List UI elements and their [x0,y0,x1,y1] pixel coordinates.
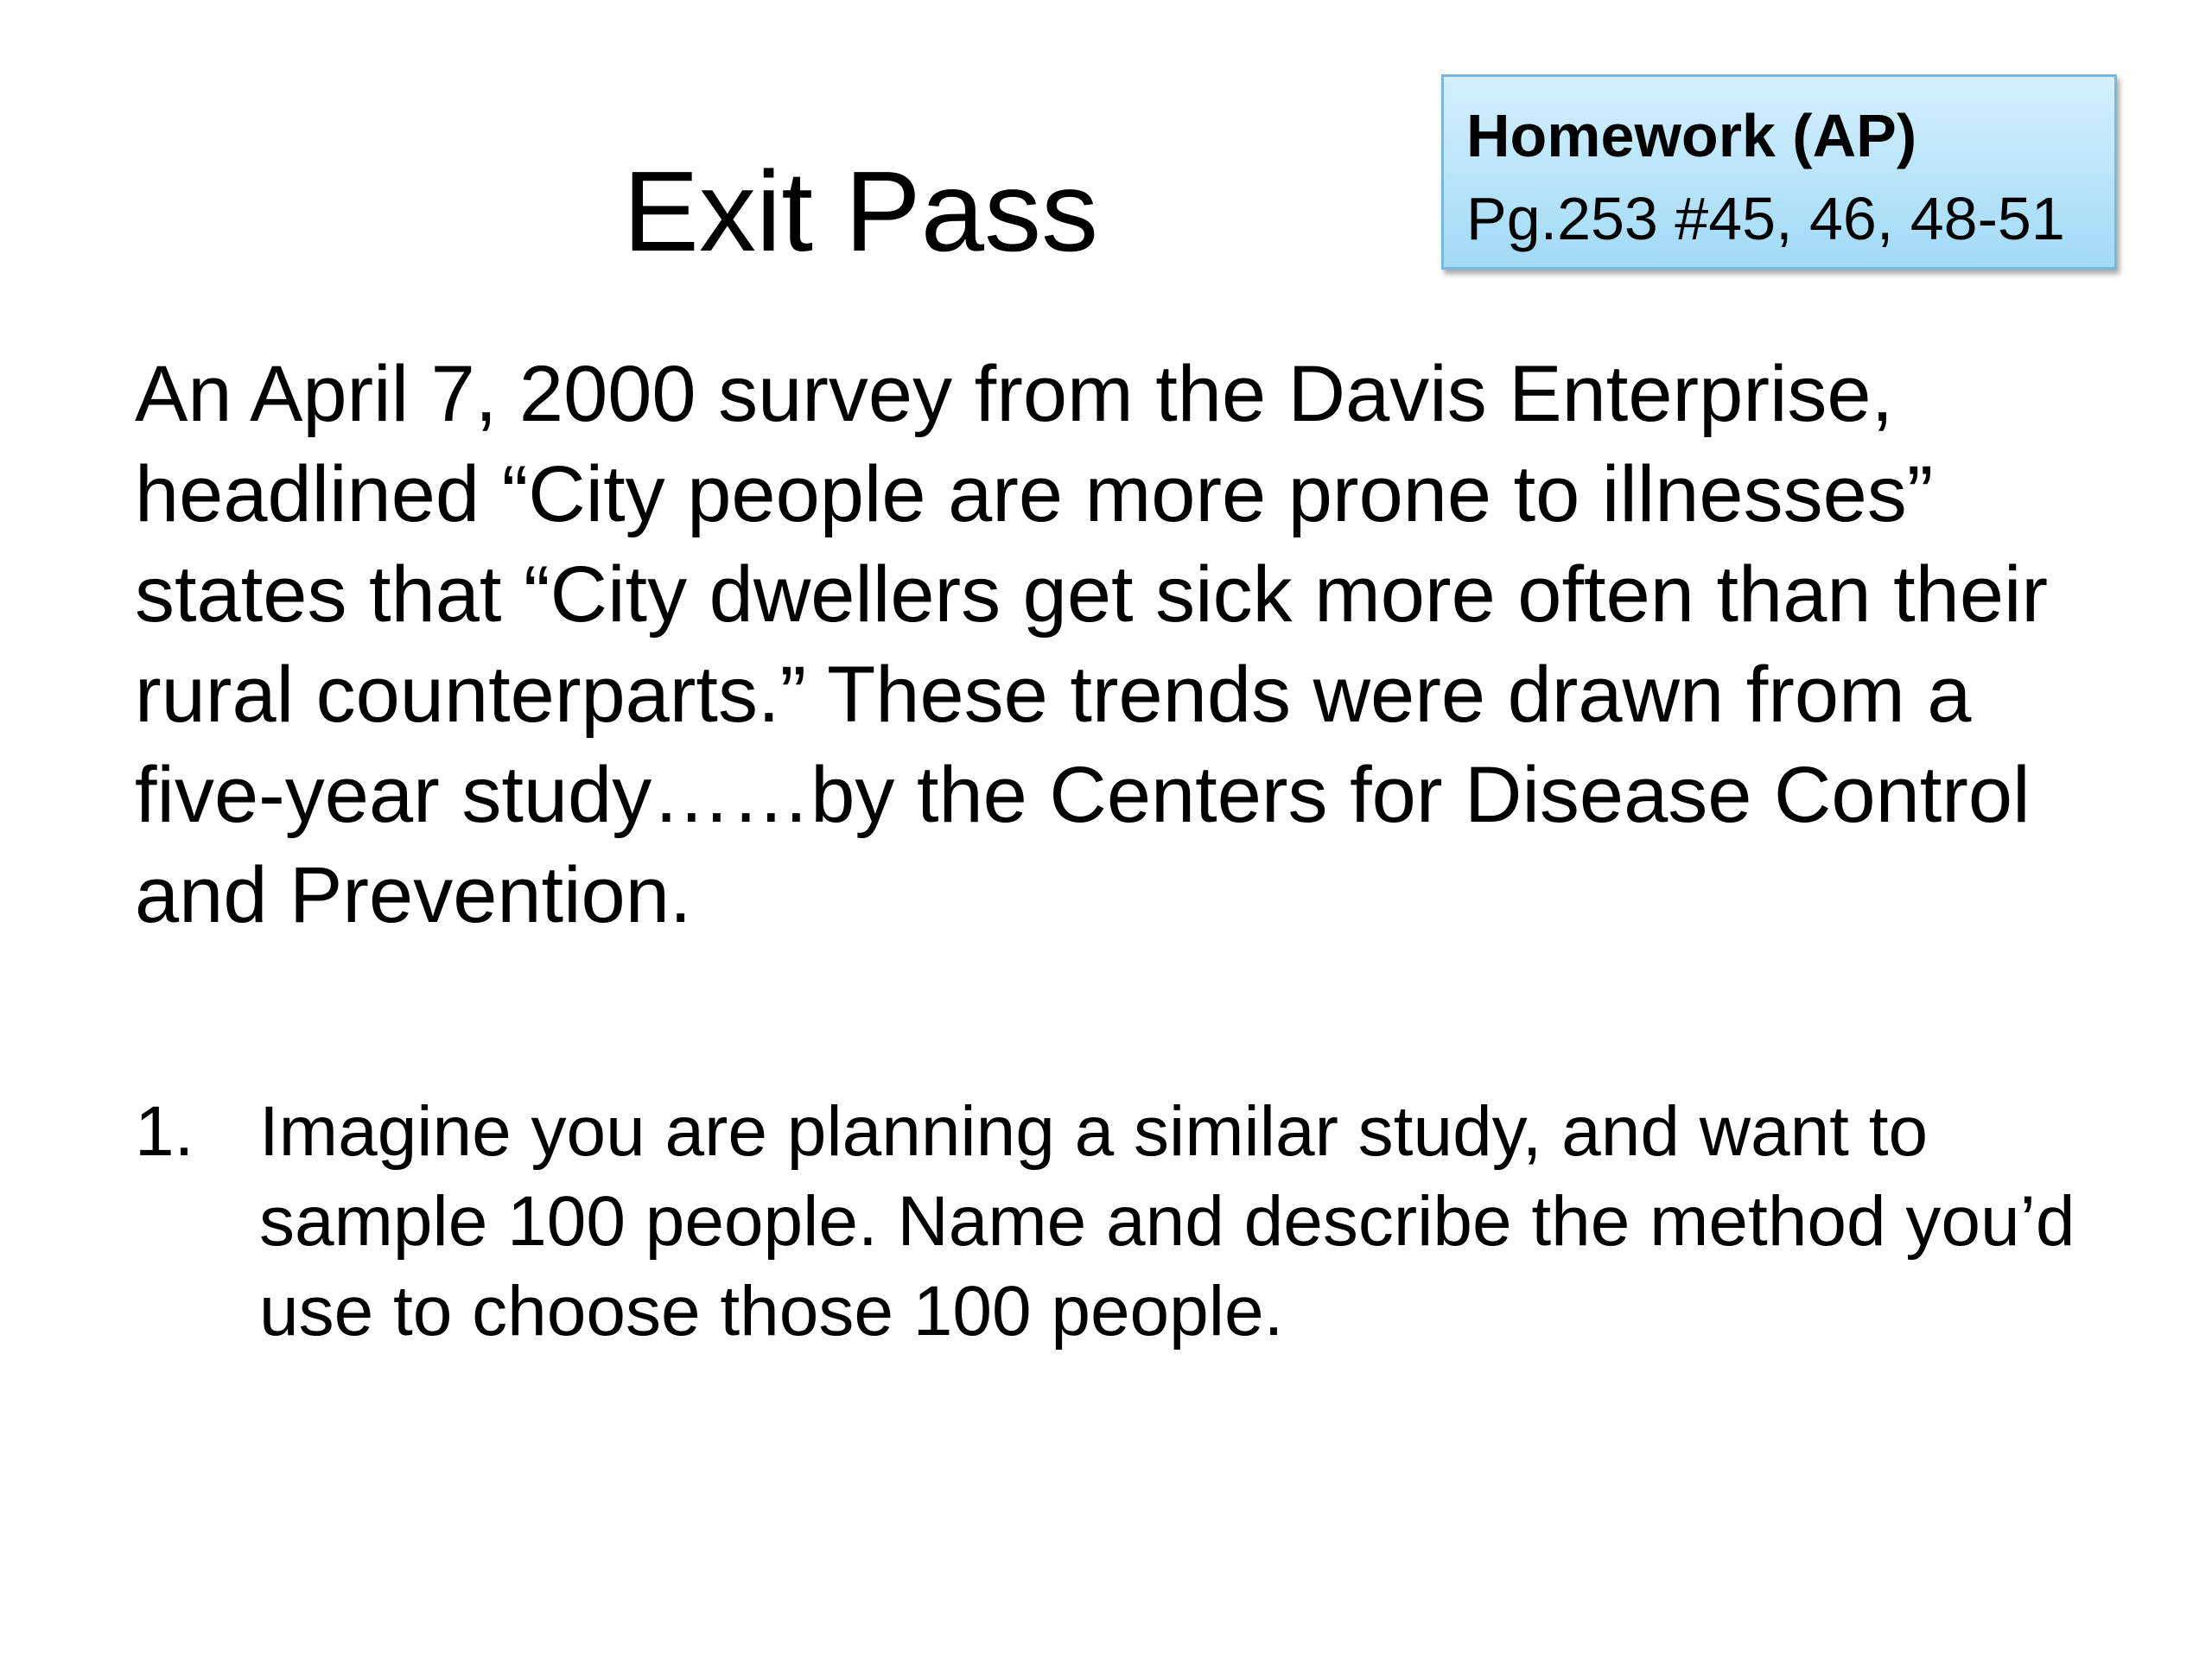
question-number: 1. [135,1092,194,1171]
body-paragraph: An April 7, 2000 survey from the Davis Enterprise, headlined “City people are more prone to illnesses” states that “City dwellers get sick more often than their rural counterparts.” These trends were drawn from a five-year study……by the Centers for Disease Control and Prevention. [135,350,2049,939]
homework-callout [1441,74,2117,270]
slide-title-text: Exit Pass [622,148,1099,275]
question-item [135,1087,2122,1357]
question-text: Imagine you are planning a similar study, and want to sample 100 people. Name and describe the method you’d use to choose those 100 people. [259,1092,2075,1351]
homework-title: Homework (AP) [1466,102,1917,169]
homework-assignment: Pg.253 #45, 46, 48-51 [1466,185,2065,252]
